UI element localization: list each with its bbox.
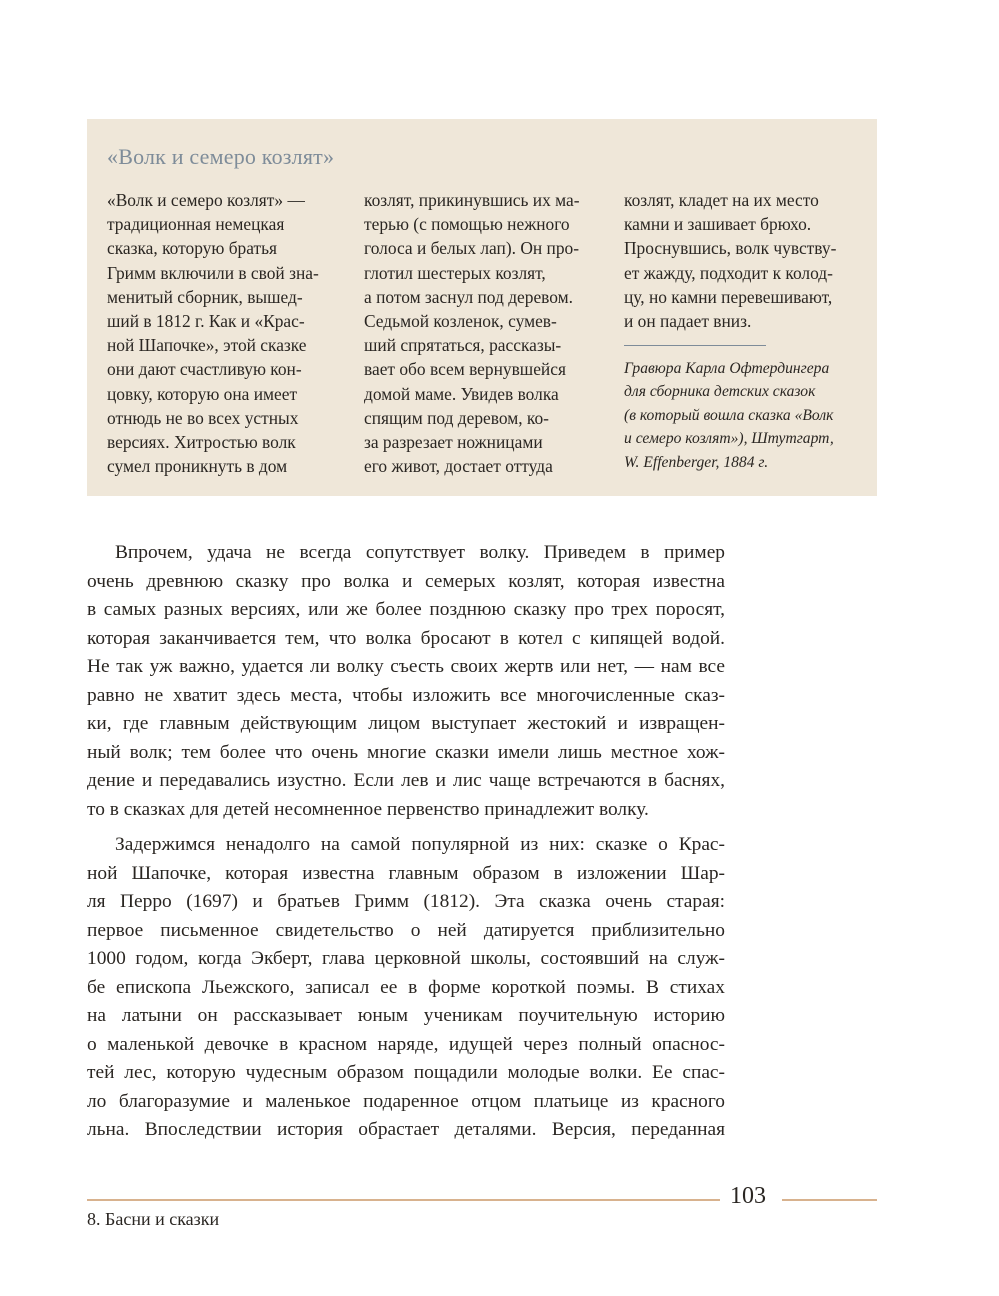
footer-rule-left [87, 1199, 720, 1201]
sidebar-line: цовку, которую она имеет [107, 383, 298, 404]
sidebar-title: «Волк и семеро козлят» [107, 144, 335, 169]
text-line: Задержимся ненадолго на самой популярной из них: сказке о Крас- [115, 834, 725, 855]
caption-divider [624, 345, 766, 346]
sidebar-line: «Волк и семеро козлят» — [107, 190, 305, 210]
chapter-label: 8. Басни и сказки [87, 1209, 220, 1229]
sidebar-line: козлят, прикинувшись их ма- [364, 190, 580, 210]
text-line: ный волк; тем более что очень многие сказки имели лишь местное хож- [87, 741, 725, 763]
sidebar-line: за разрезает ножницами [364, 432, 543, 453]
sidebar-line: ной Шапочке», этой сказке [107, 335, 307, 356]
text-line: первое письменное свидетельство о ней датируется приблизительно [87, 919, 725, 941]
text-line: бе епископа Льежского, записал ее в форме короткой поэмы. В стихах [87, 976, 725, 998]
image-caption [624, 357, 864, 474]
page-number: 103 [730, 1183, 766, 1209]
sidebar-line: они дают счастливую кон- [107, 359, 302, 380]
sidebar-line: Гримм включили в свой зна- [107, 262, 319, 283]
paragraph-2 [87, 831, 725, 1145]
text-line: ло благоразумие и маленькое подаренное отцом платьице из красного [87, 1090, 725, 1112]
text-line: ля Перро (1697) и братьев Гримм (1812). Эта сказка очень старая: [87, 891, 725, 912]
text-line: то в сказках для детей несомненное первенство принадлежит волку. [87, 798, 649, 820]
text-line: дение и передавались изустно. Если лев и лис чаще встречаются в баснях, [87, 770, 725, 791]
text-line: Не так уж важно, удается ли волку съесть своих жертв или нет, — нам все [87, 656, 725, 677]
sidebar-line: терью (с помощью нежного [364, 214, 570, 235]
sidebar-column-3 [624, 188, 856, 333]
sidebar-line: Проснувшись, волк чувству- [624, 238, 837, 259]
text-line: Впрочем, удача не всегда сопутствует волку. Приведем в пример [115, 542, 725, 563]
caption-line: (в который вошла сказка «Волк [624, 406, 834, 424]
text-line: 1000 годом, когда Экберт, глава церковной школы, состоявший на служ- [87, 948, 725, 969]
sidebar-line: Седьмой козленок, сумев- [364, 311, 557, 332]
sidebar-line: ет жажду, подходит к колод- [624, 262, 833, 283]
text-line: льна. Впоследствии история обрастает деталями. Версия, переданная [87, 1119, 725, 1140]
text-line: ной Шапочке, которая известна главным образом в изложении Шар- [87, 862, 725, 884]
caption-line: W. Effenberger, 1884 г. [624, 453, 769, 471]
sidebar-line: ший спрятаться, рассказы- [364, 335, 562, 356]
paragraph-1 [87, 539, 725, 824]
text-line: ки, где главным действующим лицом выступает жестокий и извращен- [87, 713, 725, 734]
sidebar-line: домой маме. Увидев волка [364, 383, 559, 404]
sidebar-line: козлят, кладет на их место [624, 190, 819, 210]
sidebar-line: версиях. Хитростью волк [107, 432, 296, 453]
caption-line: Гравюра Карла Офтердингера [624, 360, 830, 377]
text-line: на латыни он рассказывает юным ученикам поучительную историю [87, 1005, 725, 1026]
text-line: очень древнюю сказку про волка и семерых козлят, которая известна [87, 570, 725, 592]
text-line: которая заканчивается тем, что волка бросают в котел с кипящей водой. [87, 627, 725, 649]
sidebar-line: его живот, достает оттуда [364, 456, 553, 477]
footer-rule-right [782, 1199, 877, 1201]
sidebar-line: голоса и белых лап). Он про- [364, 238, 580, 259]
sidebar-line: традиционная немецкая [107, 214, 285, 235]
text-line: тей лес, которую чудесным образом пощадили молодые волки. Ее спас- [87, 1062, 725, 1083]
sidebar-column-1 [107, 188, 339, 478]
sidebar-line: сказка, которую братья [107, 238, 278, 259]
text-line: о маленькой девочке в красном наряде, идущей через полный опаснос- [87, 1033, 725, 1055]
sidebar-line: цу, но камни перевешивают, [624, 286, 833, 307]
sidebar-line: отнюдь не во всех устных [107, 407, 299, 428]
sidebar-line: глотил шестерых козлят, [364, 262, 546, 283]
text-line: в самых разных версиях, или же более позднюю сказку про трех поросят, [87, 599, 725, 620]
sidebar-line: ший в 1812 г. Как и «Крас- [107, 311, 305, 332]
main-text [87, 539, 725, 1145]
sidebar-line: сумел проникнуть в дом [107, 456, 288, 477]
sidebar-line: камни и зашивает брюхо. [624, 214, 812, 235]
sidebar-column-2 [364, 188, 596, 478]
sidebar-line: менитый сборник, вышед- [107, 286, 303, 307]
caption-line: и семеро козлят»), Штутгарт, [624, 430, 834, 448]
sidebar-line: а потом заснул под деревом. [364, 286, 573, 307]
sidebar-line: вает обо всем вернувшейся [364, 359, 566, 380]
caption-line: для сборника детских сказок [624, 383, 816, 401]
sidebar-line: и он падает вниз. [624, 311, 752, 332]
sidebar-line: спящим под деревом, ко- [364, 407, 549, 428]
text-line: равно не хватит здесь места, чтобы изложить все многочисленные сказ- [87, 684, 725, 706]
